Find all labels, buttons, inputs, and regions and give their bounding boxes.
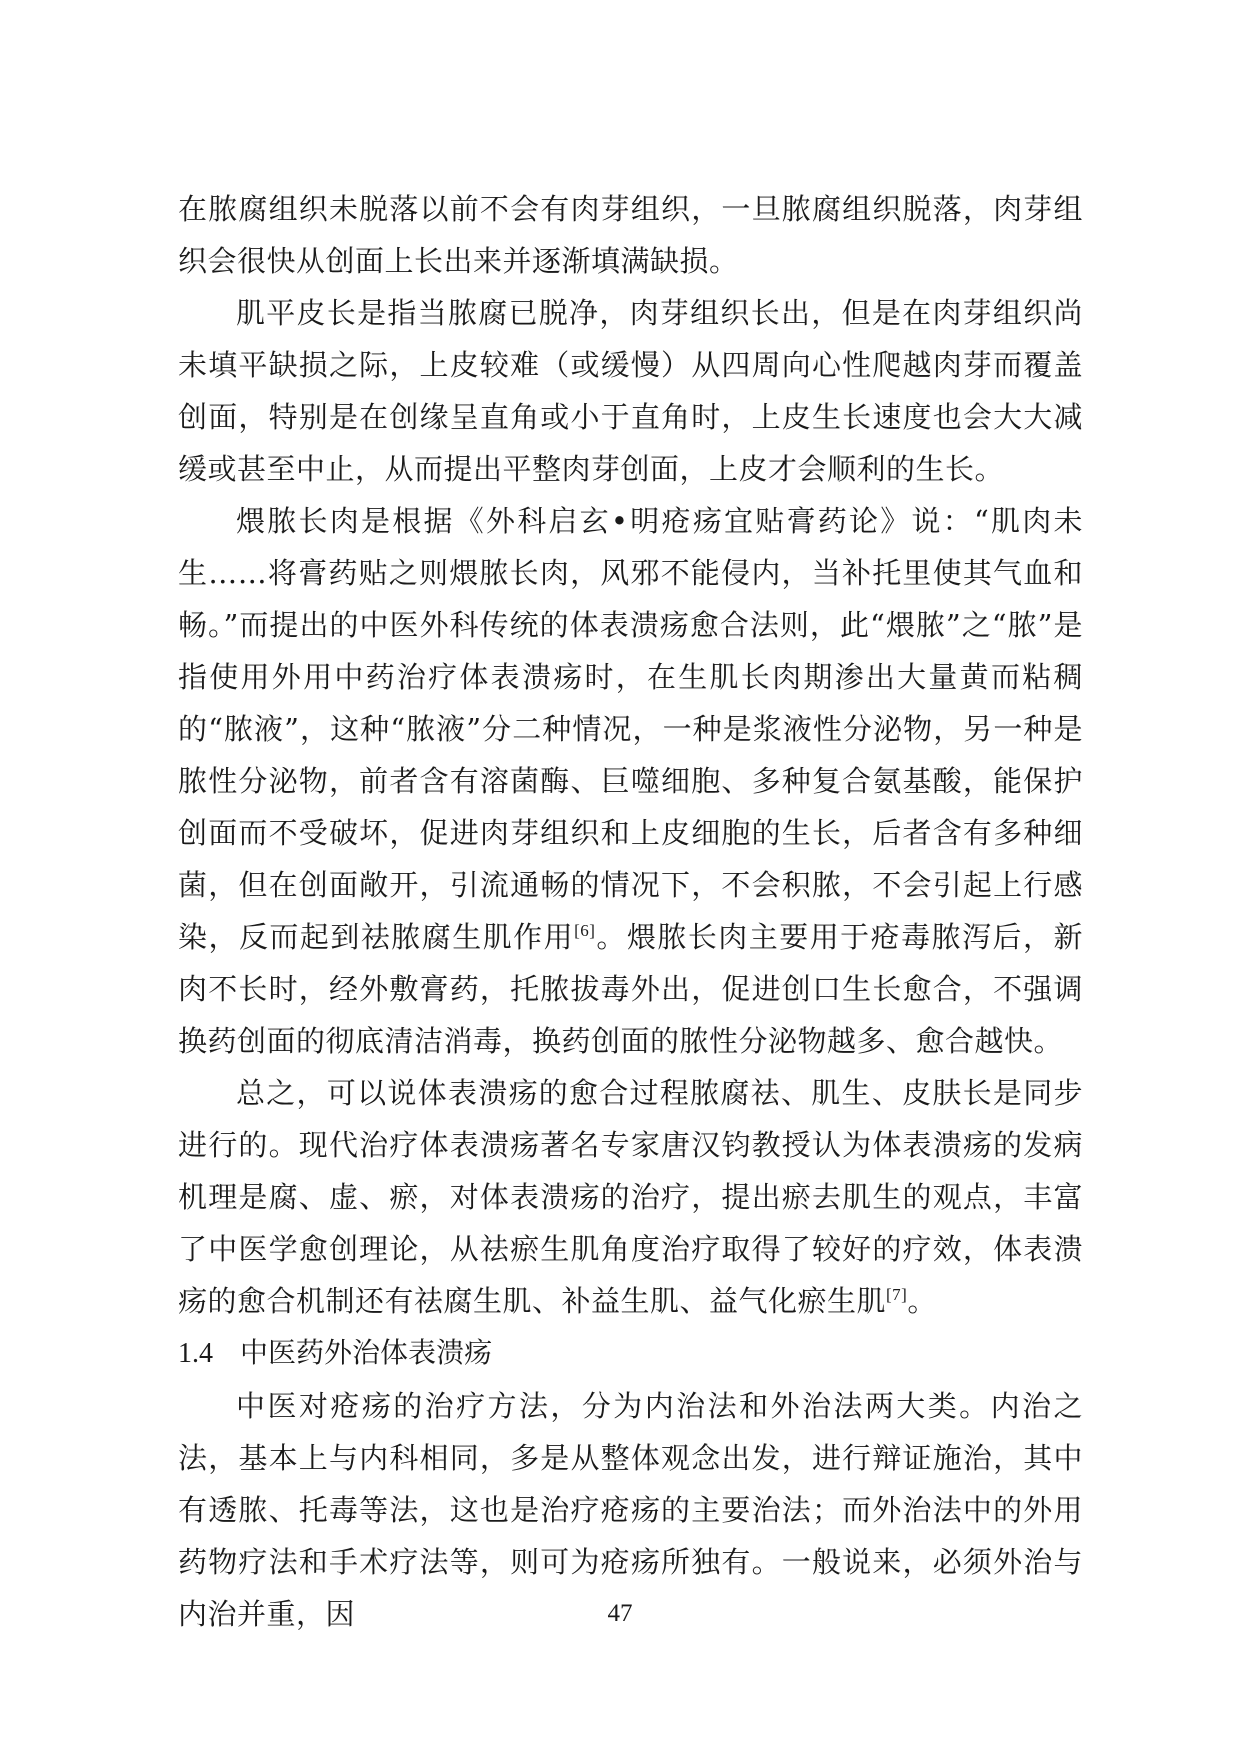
paragraph-5: 中医对疮疡的治疗方法，分为内治法和外治法两大类。内治之法，基本上与内科相同，多是从整体观念出发，进行辩证施治，其中有透脓、托毒等法，这也是治疗疮疡的主要治法；而外治法中的外用药物疗法和手术疗法等，则可为疮疡所独有。一般说来，必须外治与内治并重，因: [178, 1389, 1083, 1631]
paragraph-4: [178, 1067, 1083, 1327]
paragraph-3-text: 煨脓长肉是根据《外科启玄•明疮疡宜贴膏药论》说：“肌肉未生……将膏药贴之则煨脓长肉，风邪不能侵内，当补托里使其气血和畅。”而提出的中医外科传统的体表溃疡愈合法则，此“煨脓”之“脓”是指使用外用中药治疗体表溃疡时，在生肌长肉期渗出大量黄而粘稠的“脓液”，这种“脓液”分二种情况，一种是浆液性分泌物，另一种是脓性分泌物，前者含有溶菌酶、巨噬细胞、多种复合氨基酸，能保护创面而不受破坏，促进肉芽组织和上皮细胞的生长，后者含有多种细菌，但在创面敞开，引流通畅的情况下，不会积脓，不会引起上行感染，反而起到祛脓腐生肌作用: [178, 504, 1083, 954]
section-heading: [178, 1327, 1083, 1380]
page-number: 47: [607, 1600, 633, 1627]
paragraph-1: 在脓腐组织未脱落以前不会有肉芽组织，一旦脓腐组织脱落，肉芽组织会很快从创面上长出来并逐渐填满缺损。: [178, 192, 1083, 278]
paragraph-3: [178, 495, 1083, 1067]
paragraph-3-tail: 。煨脓长肉主要用于疮毒脓泻后，新肉不长时，经外敷膏药，托脓拔毒外出，促进创口生长愈合，不强调换药创面的彻底清洁消毒，换药创面的脓性分泌物越多、愈合越快。: [178, 920, 1083, 1058]
citation-7: [7]: [886, 1285, 908, 1304]
paragraph-4-tail: 。: [907, 1284, 937, 1318]
paragraph-4-text: 总之，可以说体表溃疡的愈合过程脓腐祛、肌生、皮肤长是同步进行的。现代治疗体表溃疡著名专家唐汉钧教授认为体表溃疡的发病机理是腐、虚、瘀，对体表溃疡的治疗，提出瘀去肌生的观点，丰富了中医学愈创理论，从祛瘀生肌角度治疗取得了较好的疗效，体表溃疡的愈合机制还有祛腐生肌、补益生肌、益气化瘀生肌: [178, 1076, 1083, 1318]
section-title: 中医药外治体表溃疡: [240, 1336, 493, 1369]
paragraph-2: 肌平皮长是指当脓腐已脱净，肉芽组织长出，但是在肉芽组织尚未填平缺损之际，上皮较难（或缓慢）从四周向心性爬越肉芽而覆盖创面，特别是在创缘呈直角或小于直角时，上皮生长速度也会大大减缓或甚至中止，从而提出平整肉芽创面，上皮才会顺利的生长。: [178, 296, 1083, 486]
citation-6: [6]: [574, 921, 596, 940]
page-body: [178, 183, 1083, 1640]
section-number: 1.4: [178, 1338, 213, 1369]
